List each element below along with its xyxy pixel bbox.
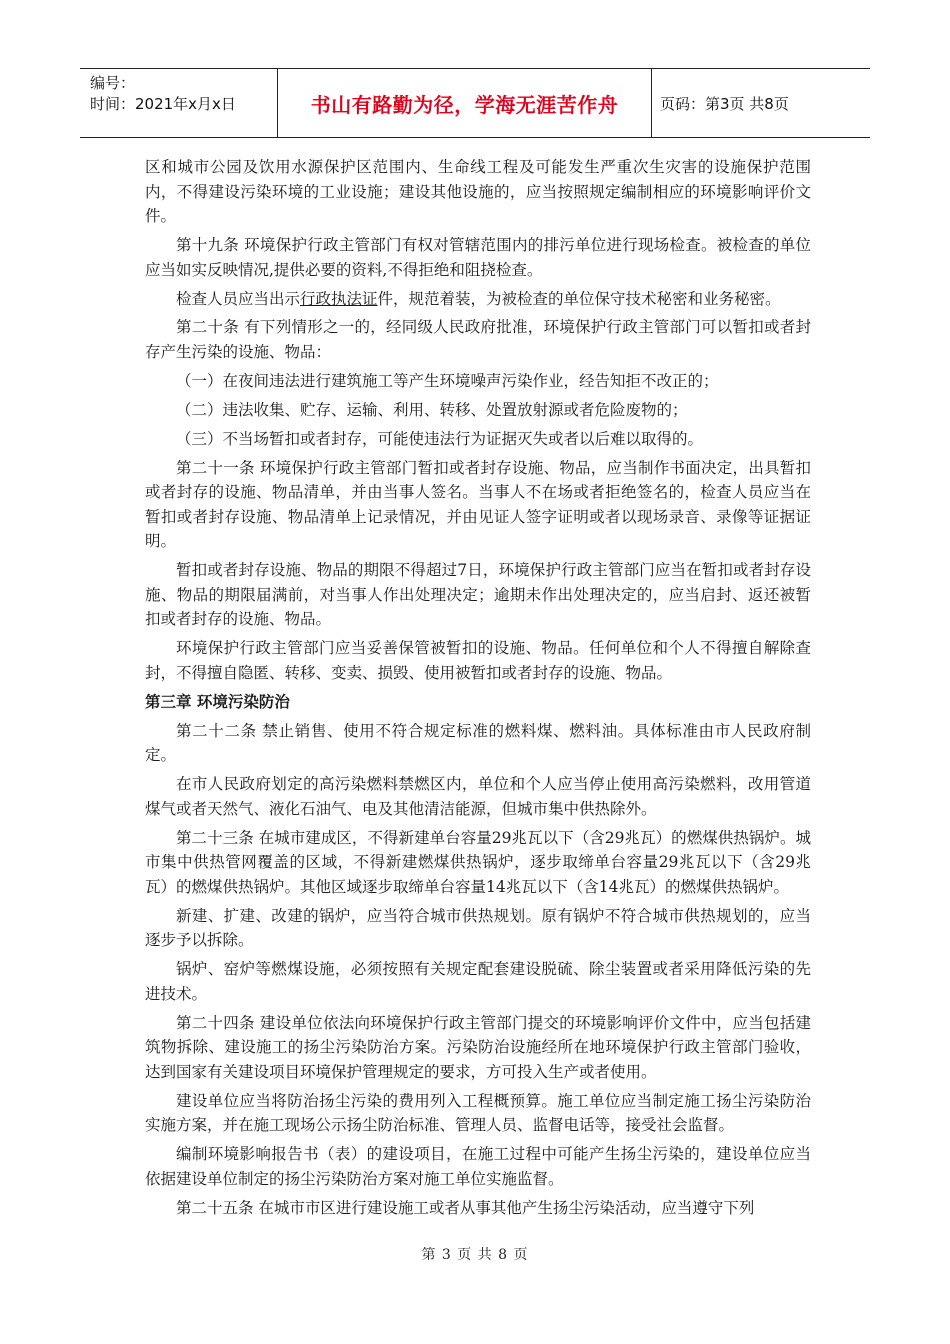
article-24: 第二十四条 建设单位依法向环境保护行政主管部门提交的环境影响评价文件中，应当包括建筑物拆除、建设施工的扬尘污染防治方案。污染防治设施经所在地环境保护行政主管部门验收，达到国家有关建设项目环境保护管理规定的要求，方可投入生产或者使用。 (145, 1013, 811, 1081)
law-enforcement-cert-link[interactable]: 行政执法证 (300, 289, 378, 308)
date-label: 时间：2021年x月x日 (90, 95, 236, 113)
header-motto: 书山有路勤为径，学海无涯苦作舟 (278, 69, 652, 137)
page-header (80, 68, 870, 138)
paragraph: 在市人民政府划定的高污染燃料禁燃区内，单位和个人应当停止使用高污染燃料，改用管道煤气或者天然气、液化石油气、电及其他清洁能源，但城市集中供热除外。 (145, 775, 811, 818)
paragraph: 建设单位应当将防治扬尘污染的费用列入工程概预算。施工单位应当制定施工扬尘污染防治实施方案，并在施工现场公示扬尘防治标准、管理人员、监督电话等，接受社会监督。 (145, 1091, 811, 1135)
list-item: （二）违法收集、贮存、运输、利用、转移、处置放射源或者危险废物的； (176, 400, 688, 419)
paragraph: 环境保护行政主管部门应当妥善保管被暂扣的设施、物品。任何单位和个人不得擅自解除查封，不得擅自隐匿、转移、变卖、损毁、使用被暂扣或者封存的设施、物品。 (145, 639, 811, 682)
article-21: 第二十一条 环境保护行政主管部门暂扣或者封存设施、物品，应当制作书面决定，出具暂扣或者封存的设施、物品清单，并由当事人签名。当事人不在场或者拒绝签名的，检查人员应当在暂扣或者封存设施、物品清单上记录情况，并由见证人签字证明或者以现场录音、录像等证据证明。 (145, 458, 811, 551)
header-page-label: 页码：第3页 共8页 (660, 94, 789, 113)
number-label: 编号： (90, 74, 136, 92)
paragraph: 锅炉、窑炉等燃煤设施，必须按照有关规定配套建设脱硫、除尘装置或者采用降低污染的先进技术。 (145, 960, 811, 1003)
chapter-heading: 第三章 环境污染防治 (145, 692, 290, 711)
paragraph: 区和城市公园及饮用水源保护区范围内、生命线工程及可能发生严重次生灾害的设施保护范围内，不得建设污染环境的工业设施；建设其他设施的，应当按照规定编制相应的环境影响评价文件。 (145, 158, 811, 226)
article-23: 第二十三条 在城市建成区，不得新建单台容量29兆瓦以下（含29兆瓦）的燃煤供热锅炉。城市集中供热管网覆盖的区域，不得新建燃煤供热锅炉，逐步取缔单台容量29兆瓦以下（含29兆瓦）的燃煤供热锅炉。其他区域逐步取缔单台容量14兆瓦以下（含14兆瓦）的燃煤供热锅炉。 (145, 828, 811, 896)
article-20: 第二十条 有下列情形之一的，经同级人民政府批准，环境保护行政主管部门可以暂扣或者封存产生污染的设施、物品： (145, 318, 811, 362)
paragraph (145, 287, 811, 312)
page-footer: 第 3 页 共 8 页 (421, 1247, 529, 1263)
list-item: （一）在夜间违法进行建筑施工等产生环境噪声污染作业，经告知拒不改正的； (176, 371, 719, 390)
paragraph: 暂扣或者封存设施、物品的期限不得超过7日，环境保护行政主管部门应当在暂扣或者封存设施、物品的期限届满前，对当事人作出处理决定；逾期未作出处理决定的，应当启封、返还被暂扣或者封存的设施、物品。 (145, 561, 811, 629)
article-19: 第十九条 环境保护行政主管部门有权对管辖范围内的排污单位进行现场检查。被检查的单位应当如实反映情况,提供必要的资料,不得拒绝和阻挠检查。 (145, 236, 811, 279)
article-25: 第二十五条 在城市市区进行建设施工或者从事其他产生扬尘污染活动，应当遵守下列 (176, 1198, 755, 1217)
paragraph-text: 检查人员应当出示 (176, 289, 301, 308)
header-meta (80, 69, 278, 137)
list-item: （三）不当场暂扣或者封存，可能使违法行为证据灭失或者以后难以取得的。 (176, 429, 704, 448)
article-22: 第二十二条 禁止销售、使用不符合规定标准的燃料煤、燃料油。具体标准由市人民政府制定。 (145, 721, 811, 765)
paragraph: 编制环境影响报告书（表）的建设项目，在施工过程中可能产生扬尘污染的，建设单位应当依据建设单位制定的扬尘污染防治方案对施工单位实施监督。 (145, 1145, 811, 1188)
paragraph-text: 件，规范着装，为被检查的单位保守技术秘密和业务秘密。 (377, 289, 781, 308)
paragraph: 新建、扩建、改建的锅炉，应当符合城市供热规划。原有锅炉不符合城市供热规划的，应当逐步予以拆除。 (145, 906, 811, 950)
document-body (145, 155, 811, 1225)
